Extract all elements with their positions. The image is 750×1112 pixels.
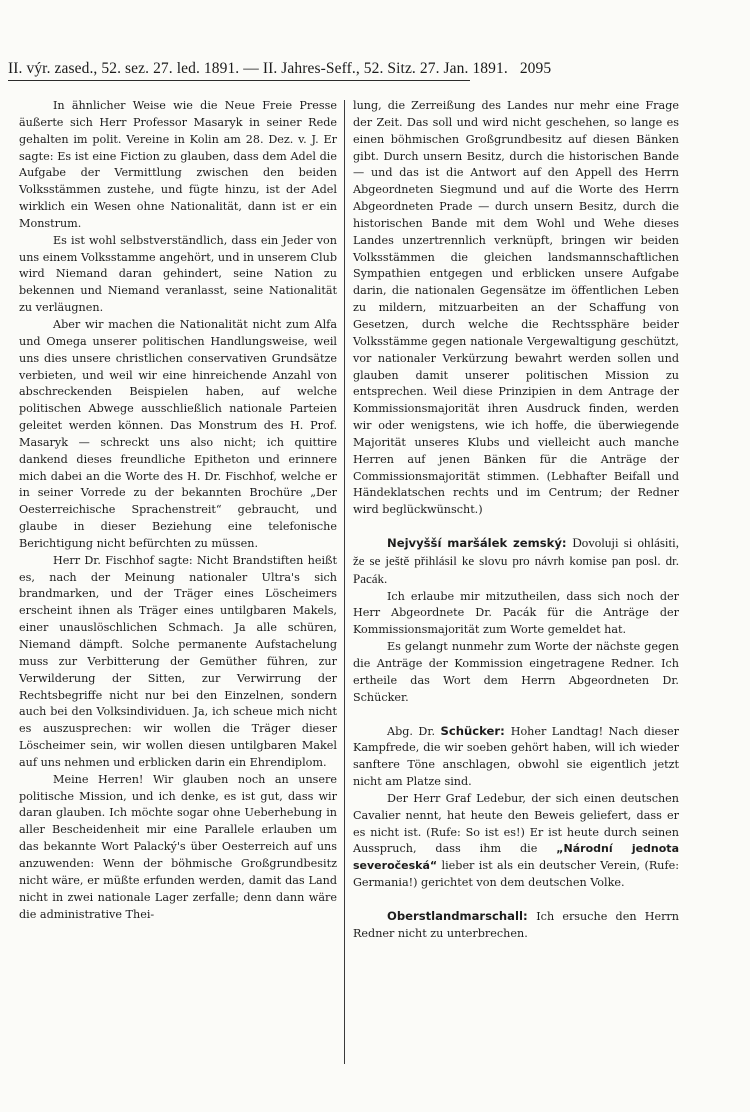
speaker-prefix: Abg. Dr.: [387, 724, 436, 738]
speaker-name: Oberstlandmarschall: [387, 908, 523, 923]
speech-text: Der Herr Graf Ledebur, der sich einen deutschen Cavalier nennt, hat heute den Beweis geliefert, dass er es nicht ist. (Rufe: So ist es!) Er ist heute durch seinen Ausspruch, dass ihm die: [353, 791, 679, 856]
paragraph: [353, 791, 679, 892]
speech-text: lieber ist als ein deutscher Verein, (Rufe: Germania!) gerichtet von dem deutschen Volke.: [353, 859, 679, 890]
speech-oberstlandmarschall: Oberstlandmarschall: Ich ersuche den Herrn Redner nicht zu unterbrechen.: [353, 908, 679, 940]
paragraph: Es gelangt nunmehr zum Worte der nächste gegen die Anträge der Kommission eingetragene Redner. Ich ertheile das Wort dem Herrn Abgeordneten Dr. Schücker.: [353, 640, 679, 704]
speaker-name: Schücker: [440, 723, 501, 738]
speech-text: Ich ersuche den Herrn Redner nicht zu unterbrechen.: [353, 909, 679, 940]
page-number: 2095: [519, 60, 552, 77]
left-column: [19, 98, 337, 923]
speaker-name: Nejvyšší maršálek zemský: [387, 536, 562, 551]
paragraph: Es ist wohl selbstverständlich, dass ein Jeder von uns einem Volksstamme angehört, und in unserem Club wird Niemand daran gehindert, seine Nation zu bekennen und Niemand veranlasst, seine Nationalität zu verläugnen.: [19, 233, 337, 315]
paragraph: In ähnlicher Weise wie die Neue Freie Presse äußerte sich Herr Professor Masaryk in seiner Rede gehalten im polit. Vereine in Kolin am 28. Dez. v. J. Er sagte: Es ist eine Fiction zu glauben, dass dem Adel die Aufgabe der Vermittlung zwischen den beiden Volksstämmen zustehe, und fügte hinzu, ist der Adel wirklich ein Wesen ohne Nationalität, dann ist er ein Monstrum.: [19, 99, 337, 230]
paragraph: Ich erlaube mir mitzutheilen, dass sich noch der Herr Abgeordnete Dr. Pacák für die Anträge der Kommissionsmajorität zum Worte gemeldet hat.: [353, 589, 679, 637]
speech-text: Hoher Landtag! Nach dieser Kampfrede, die wir soeben gehört haben, will ich wieder sanftere Töne anschlagen, obwohl sie eigentlich jetzt nicht am Platze sind.: [353, 724, 679, 789]
right-column: [353, 98, 679, 943]
speech-marshal-czech: Nejvyšší maršálek zemský: Dovoluji si ohlásiti, že se ještě přihlásil ke slovu pro návrh komise pan posl. dr. Pacák.: [353, 535, 679, 586]
running-title: II. výr. zased., 52. sez. 27. led. 1891. — II. Jahres-Seff., 52. Sitz. 27. Jan. 1891.: [8, 60, 508, 77]
paragraph: Meine Herren! Wir glauben noch an unsere politische Mission, und ich denke, es ist gut, dass wir daran glauben. Ich möchte sogar ohne Ueberhebung in aller Bescheidenheit mir eine Parallele erlauben um das bekannte Wort Palacký's über Oesterreich auf uns anzuwenden: Wenn der böhmische Großgrundbesitz nicht wäre, er müßte erfunden werden, damit das Land nicht in zwei nationale Lager zerfalle; denn dann wäre die administrative Thei-: [19, 772, 337, 921]
paragraph: Aber wir machen die Nationalität nicht zum Alfa und Omega unserer politischen Handlungsweise, weil uns dies unsere christlichen conservativen Grundsätze verbieten, und weil wir eine hinreichende Anzahl von abschreckenden Beispielen haben, auf welche politischen Abwege ausschließlich nationale Parteien geleitet werden können. Das Monstrum des H. Prof. Masaryk — schreckt uns also nicht; ich quittire dankend dieses freundliche Epitheton und erinnere mich dabei an die Worte des H. Dr. Fischhof, welche er in seiner Vorrede zu der bekannten Brochüre „Der Oesterreichische Sprachenstreit“ gebraucht, und glaube in dieser Beziehung eine telefonische Berichtigung nicht befürchten zu müssen.: [19, 317, 337, 550]
paragraph: Herr Dr. Fischhof sagte: Nicht Brandstiften heißt es, nach der Meinung nationaler Ultra's sich brandmarken, und der Träger eines Löscheimers erscheint ihnen als Träger eines untilgbaren Makels, einer unauslöschlichen Schmach. Ja alle schüren, Niemand dämpft. Solche permanente Aufstachelung muss zur Verbitterung der Gemüther führen, zur Verwilderung der Sitten, zur Verwirrung der Rechtsbegriffe nicht nur bei den Einzelnen, sondern auch bei den Volksindividuen. Ja, ich scheue mich nicht es auszusprechen: wir wollen die Träger dieser Löscheimer sein, wir wollen diesen untilgbaren Makel auf uns nehmen und erblicken darin ein Ehrendiplom.: [19, 553, 337, 769]
column-divider: [344, 100, 345, 1064]
running-header: [8, 60, 552, 81]
speech-schuecker: Abg. Dr. Schücker: Hoher Landtag! Nach dieser Kampfrede, die wir soeben gehört haben, will ich wieder sanftere Töne anschlagen, obwohl sie eigentlich jetzt nicht am Platze sind.: [353, 723, 679, 789]
speech-text-czech: Dovoluji si ohlásiti, že se ještě přihlásil ke slovu pro návrh komise pan posl. dr. Pacák.: [353, 535, 679, 586]
quoted-name: „Národní jednota severočeská“: [353, 842, 679, 873]
paragraph-continuation: lung, die Zerreißung des Landes nur mehr eine Frage der Zeit. Das soll und wird nicht geschehen, so lange es einen böhmischen Großgrundbesitz auf diesen Bänken gibt. Durch unsern Besitz, durch die historischen Bande — und das ist die Antwort auf den Appell des Herrn Abgeordneten Siegmund und auf die Worte des Herrn Abgeordneten Prade — durch unsern Besitz, durch die historischen Bande mit dem Wohl und Wehe dieses Landes unzertrennlich verknüpft, bringen wir beiden Volksstämmen die gleichen landsmannschaftlichen Sympathien entgegen und erblicken unsere Aufgabe darin, die nationalen Gegensätze im öffentlichen Leben zu mildern, mitzuarbeiten an der Schaffung von Gesetzen, durch welche die Rechtssphäre beider Volksstämme gegen nationale Vergewaltigung geschützt, vor nationaler Verkürzung bewahrt werden sollen und glauben damit unserer politischen Mission zu entsprechen. Weil diese Prinzipien in dem Antrage der Kommissionsmajorität ihren Ausdruck finden, werden wir oder wenigstens, wie ich hoffe, die überwiegende Majorität unseres Klubs und vielleicht auch manche Herren auf jenen Bänken für die Anträge der Commissionsmajorität stimmen. (Lebhafter Beifall und Händeklatschen rechts und im Centrum; der Redner wird beglückwünscht.): [353, 99, 679, 517]
